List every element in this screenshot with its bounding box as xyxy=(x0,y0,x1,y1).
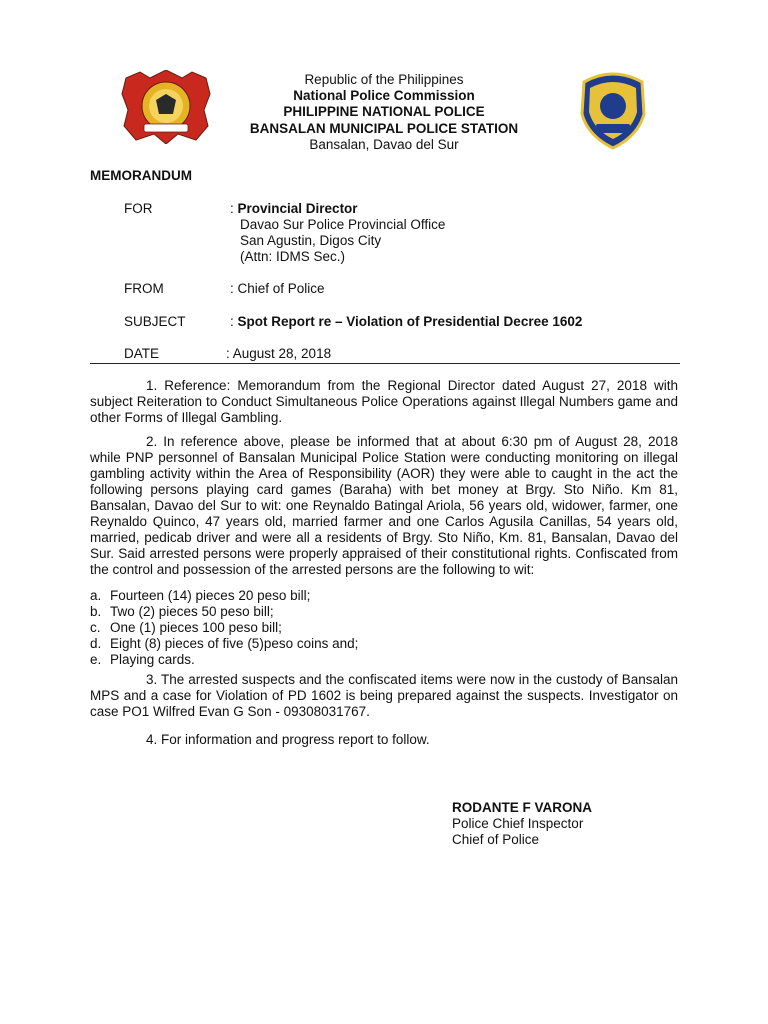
list-item xyxy=(90,620,490,636)
list-item xyxy=(90,588,490,604)
signatory-rank: Police Chief Inspector xyxy=(452,816,584,831)
item-text: One (1) pieces 100 peso bill; xyxy=(110,620,282,635)
subject-text: Spot Report re – Violation of Presidential Decree 1602 xyxy=(237,314,583,329)
for-attn: (Attn: IDMS Sec.) xyxy=(240,249,346,264)
republic-line: Republic of the Philippines xyxy=(304,72,464,87)
item-text: Playing cards. xyxy=(110,652,195,667)
paragraph-4: 4. For information and progress report to follow. xyxy=(146,732,430,747)
napolcom-line: National Police Commission xyxy=(293,88,475,103)
item-marker: c. xyxy=(90,620,101,635)
pnp-line: PHILIPPINE NATIONAL POLICE xyxy=(283,104,485,119)
for-value xyxy=(230,201,358,217)
station-line: BANSALAN MUNICIPAL POLICE STATION xyxy=(249,121,519,136)
for-city: San Agustin, Digos City xyxy=(240,233,382,248)
item-text: Eight (8) pieces of five (5)peso coins and; xyxy=(110,636,359,651)
subject-colon: : xyxy=(230,314,238,329)
list-item xyxy=(90,652,490,668)
for-label: FOR xyxy=(124,201,153,216)
paragraph-3: 3. The arrested suspects and the confiscated items were now in the custody of Bansalan MPS and a case for Violation of PD 1602 is being prepared against the suspects. Investigator on case PO1 Wilfred Evan G Son - 09308031767. xyxy=(90,672,678,719)
list-item xyxy=(90,604,490,620)
item-marker: e. xyxy=(90,652,102,667)
list-item xyxy=(90,636,490,652)
date-label: DATE xyxy=(124,346,160,361)
memorandum-heading: MEMORANDUM xyxy=(90,168,192,183)
from-value: : Chief of Police xyxy=(230,281,325,296)
for-recipient: Provincial Director xyxy=(237,201,358,216)
signatory-name: RODANTE F VARONA xyxy=(452,800,592,815)
subject-value xyxy=(230,314,582,330)
date-value: : August 28, 2018 xyxy=(226,346,332,361)
item-text: Two (2) pieces 50 peso bill; xyxy=(110,604,274,619)
from-label: FROM xyxy=(124,281,164,296)
for-colon: : xyxy=(230,201,238,216)
confiscated-items-list xyxy=(90,588,490,668)
for-office: Davao Sur Police Provincial Office xyxy=(240,217,446,232)
subject-label: SUBJECT xyxy=(124,314,186,329)
signatory-position: Chief of Police xyxy=(452,832,540,847)
item-text: Fourteen (14) pieces 20 peso bill; xyxy=(110,588,311,603)
item-marker: d. xyxy=(90,636,102,651)
address-line: Bansalan, Davao del Sur xyxy=(309,137,459,152)
item-marker: b. xyxy=(90,604,102,619)
paragraph-1: 1. Reference: Memorandum from the Regional Director dated August 27, 2018 with subject Reiteration to Conduct Simultaneous Police Operations against Illegal Numbers game and other Forms of Illegal Gambling. xyxy=(90,378,678,425)
item-marker: a. xyxy=(90,588,102,603)
paragraph-2: 2. In reference above, please be informed that at about 6:30 pm of August 28, 2018 while PNP personnel of Bansalan Municipal Police Station were conducting monitoring on illegal gambling activity within the Area of Responsibility (AOR) they were able to caught in the act the following persons playing card games (Baraha) with bet money at Brgy. Sto Niño. Km 81, Bansalan, Davao del Sur to wit: one Reynaldo Batingal Ariola, 56 years old, widower, farmer, one Reynaldo Quinco, 47 years old, married farmer and one Carlos Agusila Canillas, 54 years old, married, pedicab driver and were all a residents of Brgy. Sto Niño, Km. 81, Bansalan, Davao del Sur. Said arrested persons were properly appraised of their constitutional rights. Confiscated from the control and possession of the arrested persons are the following to wit: xyxy=(90,434,678,577)
header-divider xyxy=(90,363,680,364)
